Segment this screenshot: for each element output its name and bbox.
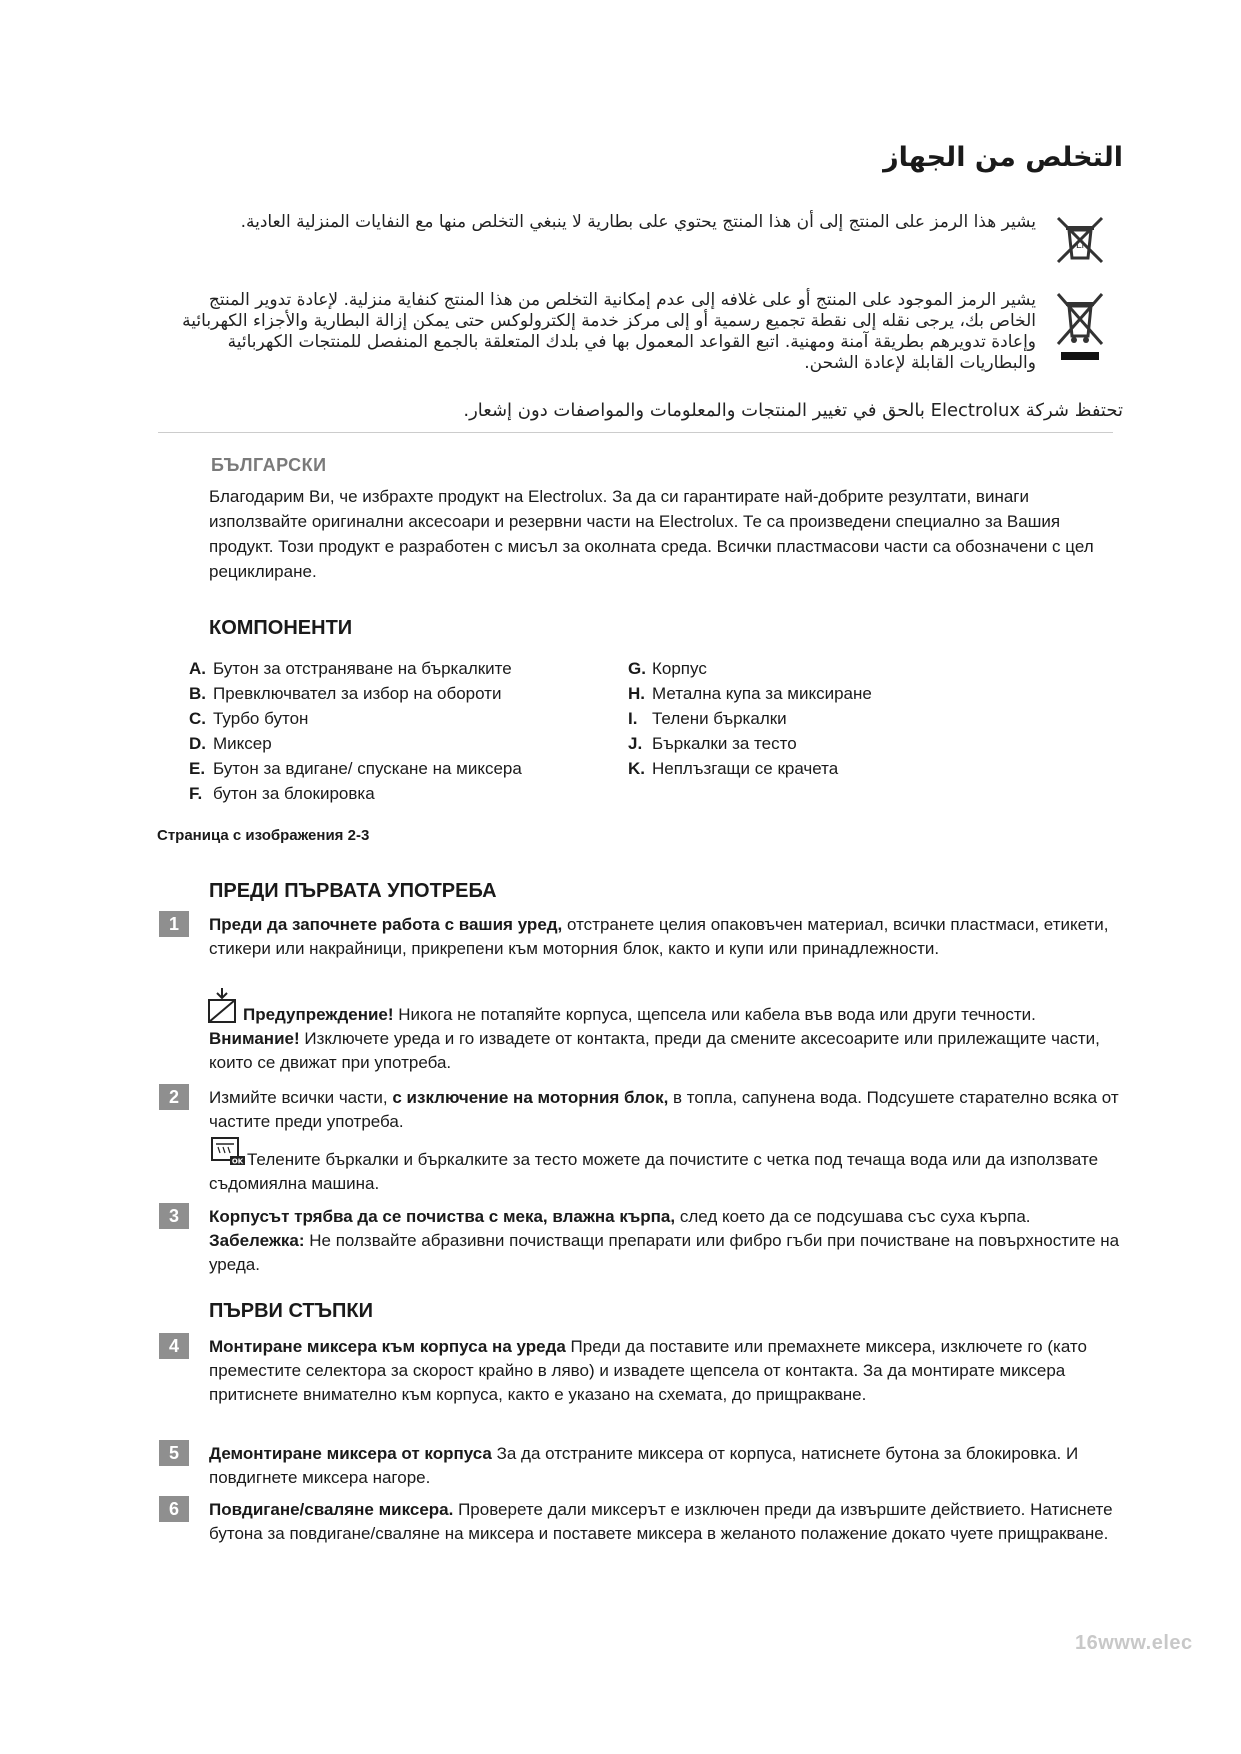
disposal-title: التخلص من الجهاز xyxy=(883,142,1123,173)
first-steps-title: ПЪРВИ СТЪПКИ xyxy=(209,1300,373,1322)
component-item: C. Турбо бутон xyxy=(189,709,309,728)
section-divider xyxy=(158,432,1113,433)
step-text: Демонтиране миксера от корпуса За да отстраните миксера от корпуса, натиснете бутона за блокировка. И повдигнете миксера нагоре. xyxy=(209,1444,1079,1487)
components-title: КОМПОНЕНТИ xyxy=(209,617,353,639)
step-number: 6 xyxy=(159,1496,189,1522)
component-item: G. Корпус xyxy=(628,659,707,678)
step-text: Корпусът трябва да се почиства с мека, влажна кърпа, след което да се подсушава със суха кърпа. Забележка: Не ползвайте абразивни почистващи препарати или фибро гъби при почистване на повърхностите на уреда. xyxy=(209,1207,1120,1274)
disposal-battery-text: يشير هذا الرمز على المنتج إلى أن هذا المنتج يحتوي على بطارية لا ينبغي التخلص منها مع النفايات المنزلية العادية. xyxy=(240,212,1036,232)
intro-paragraph: Благодарим Ви, че избрахте продукт на Electrolux. За да си гарантирате най-добрите резултати, винаги използвайте оригинални аксесоари и резервни части на Electrolux. Те са произведени специално за Вашия продукт. Този продукт е разработен с мисъл за околната среда. Всички пластмасови части са обозначени с цел рециклиране. xyxy=(209,487,1094,581)
rights-reserved-text: تحتفظ شركة Electrolux بالحق في تغيير المنتجات والمعلومات والمواصفات دون إشعار. xyxy=(463,400,1123,421)
step-number: 1 xyxy=(159,911,189,937)
image-page-reference: Страница с изображения 2-3 xyxy=(157,827,370,844)
component-item: J. Бъркалки за тесто xyxy=(628,734,797,753)
step-text: Измийте всички части, с изключение на моторния блок, в топла, сапунена вода. Подсушете старателно всяка от частите преди употреба. xyxy=(209,1088,1119,1131)
component-item: B. Превключвател за избор на обороти xyxy=(189,684,502,703)
svg-text:OK: OK xyxy=(231,1157,244,1166)
component-item: H. Метална купа за миксиране xyxy=(628,684,872,703)
language-heading: БЪЛГАРСКИ xyxy=(211,455,327,475)
crossed-bin-battery-icon xyxy=(1052,212,1108,268)
step-number: 2 xyxy=(159,1084,189,1110)
components-list-left xyxy=(189,656,522,806)
before-first-use-title: ПРЕДИ ПЪРВАТА УПОТРЕБА xyxy=(209,880,497,902)
step-number: 5 xyxy=(159,1440,189,1466)
components-list-right xyxy=(628,656,872,781)
page-footer-watermark: 16www.elec xyxy=(1075,1632,1193,1654)
component-item: F. бутон за блокировка xyxy=(189,784,375,803)
component-item: K. Неплъзгащи се крачета xyxy=(628,759,839,778)
warning-note: Предупреждение! Никога не потапяйте корпуса, щепсела или кабела във вода или други течности. Внимание! Изключете уреда и го извадете от контакта, преди да смените аксесоарите или прилежащите части, които се движат при употреба. xyxy=(209,1005,1100,1072)
dishwasher-note: Телените бъркалки и бъркалките за тесто можете да почистите с четка под течаща вода или да използвате съдомиялна машина. xyxy=(209,1150,1099,1193)
step-number: 3 xyxy=(159,1203,189,1229)
disposal-weee-text: يشير الرمز الموجود على المنتج أو على غلافه إلى عدم إمكانية التخلص من هذا المنتج كنفاية منزلية. لإعادة تدوير المنتج الخاص بك، يرجى نقله إلى نقطة تجميع رسمية أو إلى مركز خدمة إلكترولوكس حتى يمكن إزالة البطارية والأجزاء الكهربائية وإعادة تدويرهم بطريقة آمنة ومهنية. اتبع القواعد المعمول بها في بلدك المتعلقة بالجمع المنفصل للمنتجات الكهربائية والبطاريات القابلة لإعادة الشحن. xyxy=(182,290,1036,373)
step-text: Преди да започнете работа с вашия уред, отстранете целия опаковъчен материал, всички пластмаси, етикети, стикери или накрайници, прикрепени към моторния блок, както и купи или принадлежности. xyxy=(209,915,1109,958)
component-item: D. Миксер xyxy=(189,734,272,753)
svg-text:Li: Li xyxy=(1075,240,1085,251)
component-item: A. Бутон за отстраняване на бъркалките xyxy=(189,659,512,678)
crossed-bin-weee-icon xyxy=(1052,290,1108,348)
weee-bar-icon xyxy=(1061,352,1099,360)
component-item: I. Телени бъркалки xyxy=(628,709,787,728)
step-number: 4 xyxy=(159,1333,189,1359)
component-item: E. Бутон за вдигане/ спускане на миксера xyxy=(189,759,522,778)
step-text: Монтиране миксера към корпуса на уреда Преди да поставите или премахнете миксера, изключете го (като преместите селектора за скорост крайно в ляво) и извадете щепсела от контакта. За да монтирате миксера притиснете внимателно към корпуса, както е указано на схемата, до прищракване. xyxy=(209,1337,1087,1404)
step-text: Повдигане/сваляне миксера. Проверете дали миксерът е изключен преди да извършите действието. Натиснете бутона за повдигане/сваляне на миксера и поставете миксера в желаното полажение докато чуете прищракване. xyxy=(209,1500,1113,1543)
